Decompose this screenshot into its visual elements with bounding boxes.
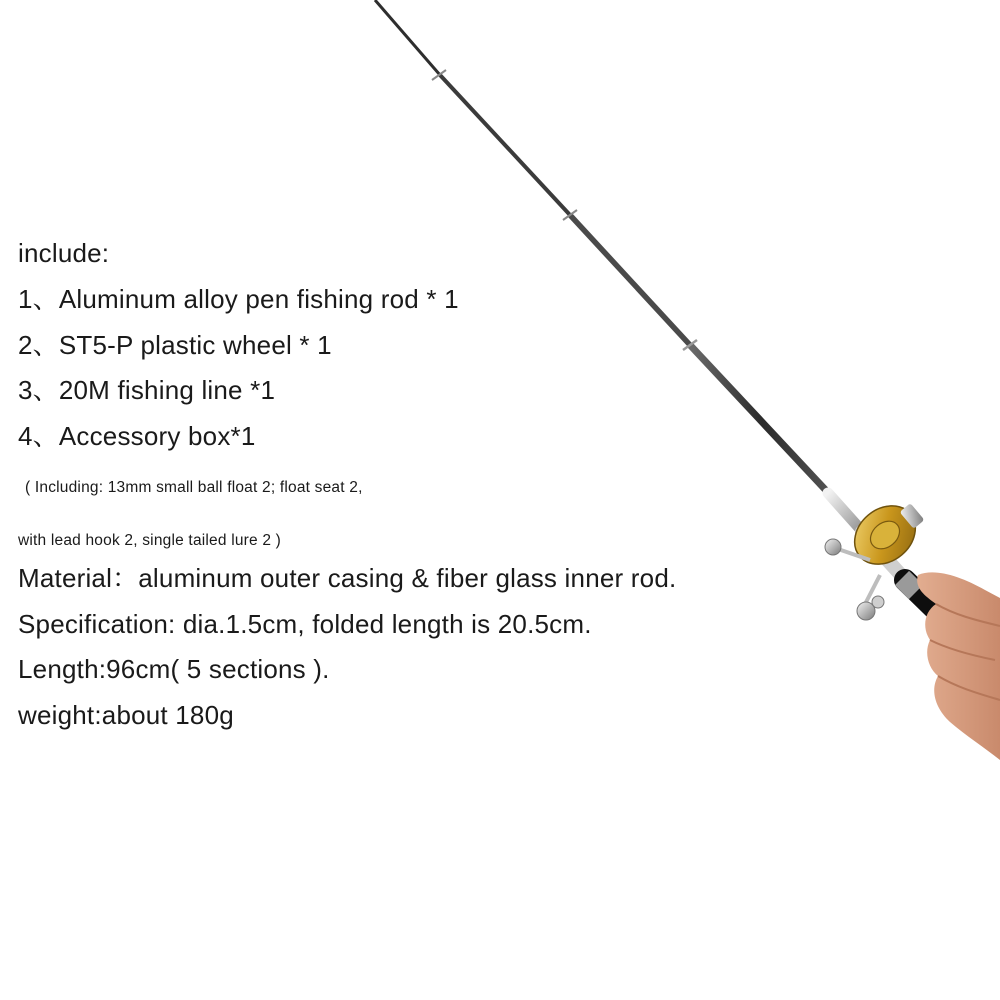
specification-text: Specification: dia.1.5cm, folded length is 20.5cm. <box>18 609 592 639</box>
length-text: Length:96cm( 5 sections ). <box>18 654 330 684</box>
include-label: include: <box>18 238 110 268</box>
rod-shaft <box>375 0 870 540</box>
list-item: 2、ST5-P plastic wheel * 1 <box>18 330 332 360</box>
weight-text: weight:about 180g <box>18 700 234 730</box>
material-text: Material：aluminum outer casing & fiber glass inner rod. <box>18 563 677 593</box>
list-item: 3、20M fishing line *1 <box>18 375 276 405</box>
accessory-note-line-2: with lead hook 2, single tailed lure 2 ) <box>18 532 282 549</box>
accessory-note-line-1: ( Including: 13mm small ball float 2; float seat 2, <box>25 479 363 496</box>
list-item: 1、Aluminum alloy pen fishing rod * 1 <box>18 284 459 314</box>
list-item: 4、Accessory box*1 <box>18 421 256 451</box>
